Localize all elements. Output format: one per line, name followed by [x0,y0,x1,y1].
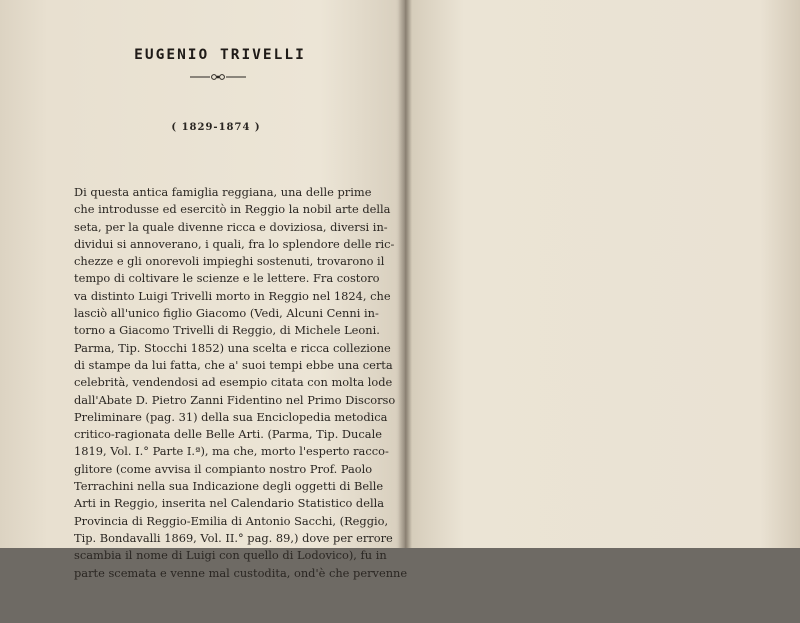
text-line: 1819, Vol. I.° Parte I.ª), ma che, morto l'esperto racco- [74,444,389,459]
page-title: EUGENIO TRIVELLI [134,47,306,63]
text-line: torno a Giacomo Trivelli di Reggio, di Michele Leoni. [74,323,380,338]
text-line: parte scemata e venne mal custodita, ond'è che pervenne [74,565,408,580]
text-line: Preliminare (pag. 31) della sua Enciclopedia metodica [74,409,388,424]
text-line: scambia il nome di Luigi con quello di Lodovico), fu in [74,548,387,563]
left-body-text [74,184,408,582]
text-line: di stampe da lui fatta, che a' suoi tempi ebbe una certa [74,357,393,372]
text-line: va distinto Luigi Trivelli morto in Reggio nel 1824, che [74,288,391,303]
text-line: chezze e gli onorevoli impieghi sostenuti, trovarono il [74,254,385,269]
text-line: glitore (come avvisa il compianto nostro Prof. Paolo [74,461,373,476]
text-line: Di questa antica famiglia reggiana, una delle prime [74,185,372,199]
left-page [0,0,408,580]
text-line: seta, per la quale divenne ricca e doviziosa, diversi in- [74,219,388,234]
text-line: critico-ragionata delle Belle Arti. (Parma, Tip. Ducale [74,427,382,442]
text-line: lasciò all'unico figlio Giacomo (Vedi, Alcuni Cenni in- [74,306,379,321]
text-line: Terrachini nella sua Indicazione degli oggetti di Belle [74,479,384,494]
text-line: Arti in Reggio, inserita nel Calendario Statistico della [74,496,385,511]
text-line: dividui si annoverano, i quali, fra lo splendore delle ric- [74,236,395,251]
text-line: tempo di coltivare le scienze e le lettere. Fra costoro [74,271,380,286]
text-line: Parma, Tip. Stocchi 1852) una scelta e ricca collezione [74,340,391,355]
text-line: che introdusse ed esercitò in Reggio la nobil arte della [74,202,391,217]
text-line: Provincia di Reggio-Emilia di Antonio Sacchi, (Reggio, [74,513,389,528]
text-line: Tip. Bondavalli 1869, Vol. II.° pag. 89,) dove per errore [74,530,393,545]
text-line: dall'Abate D. Pietro Zanni Fidentino nel Primo Discorso [74,392,396,407]
text-line: celebrità, vendendosi ad esempio citata con molta lode [74,375,393,390]
scroll-ornament-icon [190,72,246,82]
right-page [406,0,800,548]
life-dates: ( 1829-1874 ) [171,122,261,133]
